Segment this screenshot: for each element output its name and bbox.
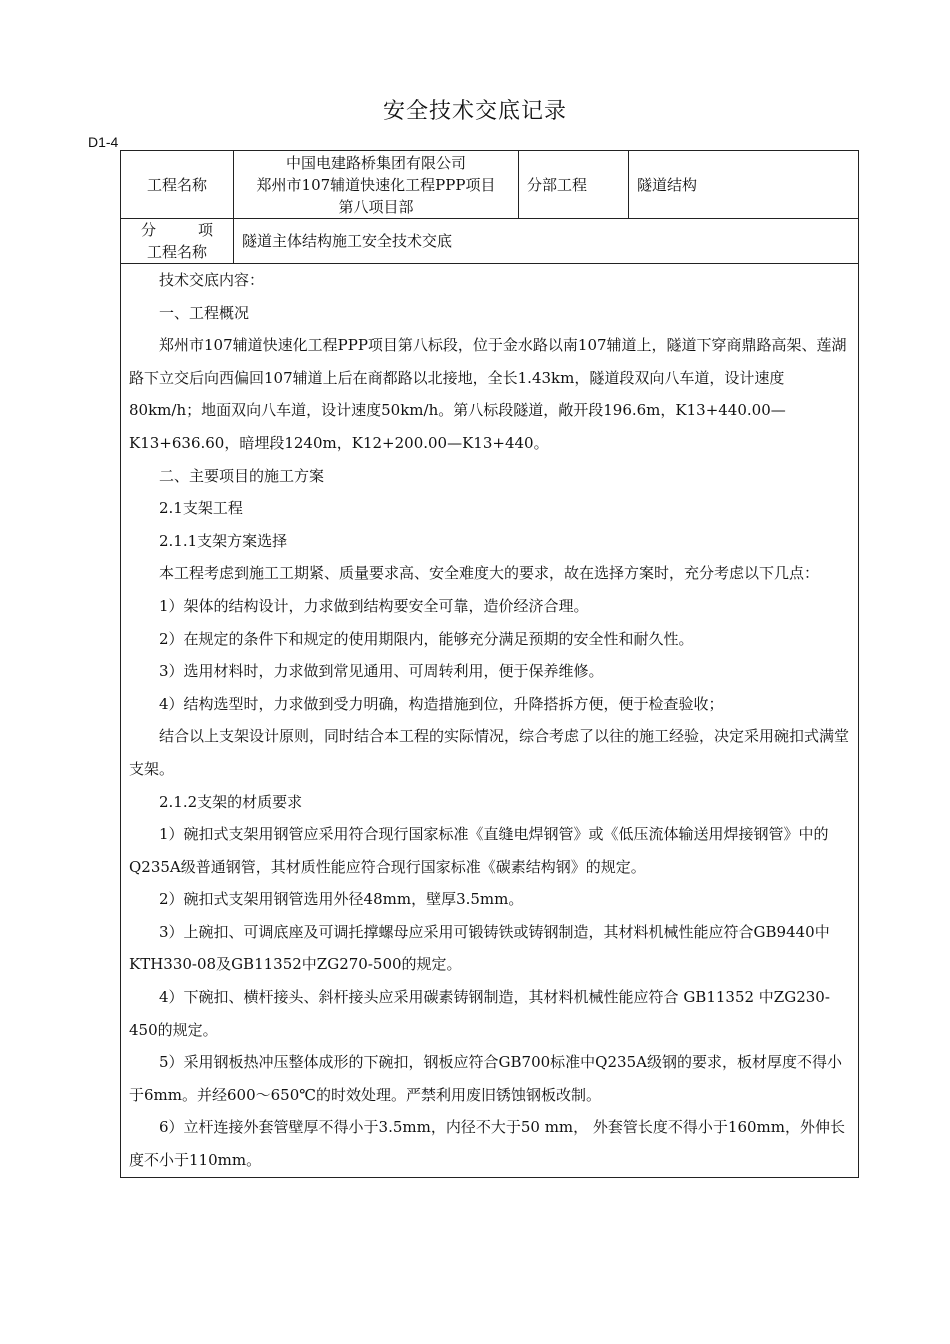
project-line-3: 第八项目部 bbox=[338, 197, 414, 216]
content-paragraph: 二、主要项目的施工方案 bbox=[159, 466, 325, 485]
content-paragraph: 2.1.1支架方案选择 bbox=[159, 531, 288, 550]
subproject-row bbox=[121, 219, 859, 264]
content-paragraph: 4）下碗扣、横杆接头、斜杆接头应采用碳素铸钢制造，其材料机械性能应符合 GB11352 中ZG230-450的规定。 bbox=[129, 988, 830, 1039]
subproject-label-top bbox=[125, 219, 229, 241]
project-line-2: 郑州市107辅道快速化工程PPP项目 bbox=[256, 175, 496, 194]
content-paragraph: 4）结构选型时，力求做到受力明确，构造措施到位，升降搭拆方便，便于检查验收； bbox=[159, 694, 724, 713]
division-value: 隧道结构 bbox=[629, 151, 859, 219]
subproject-label-char-2: 项 bbox=[197, 221, 213, 239]
subproject-label bbox=[121, 219, 234, 264]
document-code: D1-4 bbox=[88, 134, 119, 150]
project-name-value bbox=[234, 151, 519, 219]
project-row bbox=[121, 151, 859, 219]
content-paragraph: 郑州市107辅道快速化工程PPP项目第八标段，位于金水路以南107辅道上，隧道下穿商鼎路高架、莲湖路下立交后向西偏回107辅道上后在商都路以北接地，全长1.43km，隧道段双向八车道，设计速度80km/h；地面双向八车道，设计速度50km/h。第八标段隧道，敞开段196.6m，K13+440.00—K13+636.60，暗埋段1240m，K12+200.00—K13+440。 bbox=[129, 336, 847, 452]
content-paragraph: 2.1支架工程 bbox=[159, 499, 243, 518]
content-paragraph: 3）选用材料时，力求做到常见通用、可周转利用，便于保养维修。 bbox=[159, 662, 604, 681]
content-paragraph: 结合以上支架设计原则，同时结合本工程的实际情况，综合考虑了以往的施工经验，决定采用碗扣式满堂支架。 bbox=[129, 727, 850, 778]
content-paragraph: 1）架体的结构设计，力求做到结构要安全可靠，造价经济合理。 bbox=[159, 596, 589, 615]
subproject-value: 隧道主体结构施工安全技术交底 bbox=[234, 219, 859, 264]
content-paragraph: 一、工程概况 bbox=[159, 303, 250, 322]
project-name-label: 工程名称 bbox=[121, 151, 234, 219]
project-line-1: 中国电建路桥集团有限公司 bbox=[285, 153, 466, 172]
content-paragraph: 1）碗扣式支架用钢管应采用符合现行国家标准《直缝电焊钢管》或《低压流体输送用焊接钢管》中的Q235A级普通钢管，其材质性能应符合现行国家标准《碳素结构钢》的规定。 bbox=[129, 825, 829, 876]
content-paragraph: 2）碗扣式支架用钢管选用外径48mm，壁厚3.5mm。 bbox=[159, 890, 524, 909]
content-paragraph: 本工程考虑到施工工期紧、质量要求高、安全难度大的要求，故在选择方案时，充分考虑以下几点： bbox=[159, 564, 820, 583]
content-paragraph: 3）上碗扣、可调底座及可调托撑螺母应采用可锻铸铁或铸钢制造，其材料机械性能应符合GB9440中KTH330-08及GB11352中ZG270-500的规定。 bbox=[129, 922, 830, 974]
content-paragraph: 技术交底内容： bbox=[159, 271, 265, 289]
subproject-label-bottom: 工程名称 bbox=[146, 243, 207, 261]
document-title: 安全技术交底记录 bbox=[382, 99, 567, 124]
content-row bbox=[121, 264, 859, 1178]
content-paragraph: 6）立杆连接外套管壁厚不得小于3.5mm，内径不大于50 mm， 外套管长度不得小于160mm，外伸长度不小于110mm。 bbox=[129, 1118, 845, 1170]
content-paragraph: 2.1.2支架的材质要求 bbox=[159, 792, 303, 811]
division-label: 分部工程 bbox=[519, 151, 629, 219]
content-paragraph: 2）在规定的条件下和规定的使用期限内，能够充分满足预期的安全性和耐久性。 bbox=[159, 629, 694, 648]
disclosure-form-table bbox=[120, 150, 859, 1178]
subproject-label-char-1: 分 bbox=[141, 221, 157, 239]
content-paragraph: 5）采用钢板热冲压整体成形的下碗扣，钢板应符合GB700标准中Q235A级钢的要求，板材厚度不得小于6mm。并经600～650℃的时效处理。严禁利用废旧锈蚀钢板改制。 bbox=[129, 1053, 842, 1104]
disclosure-content bbox=[121, 264, 859, 1178]
